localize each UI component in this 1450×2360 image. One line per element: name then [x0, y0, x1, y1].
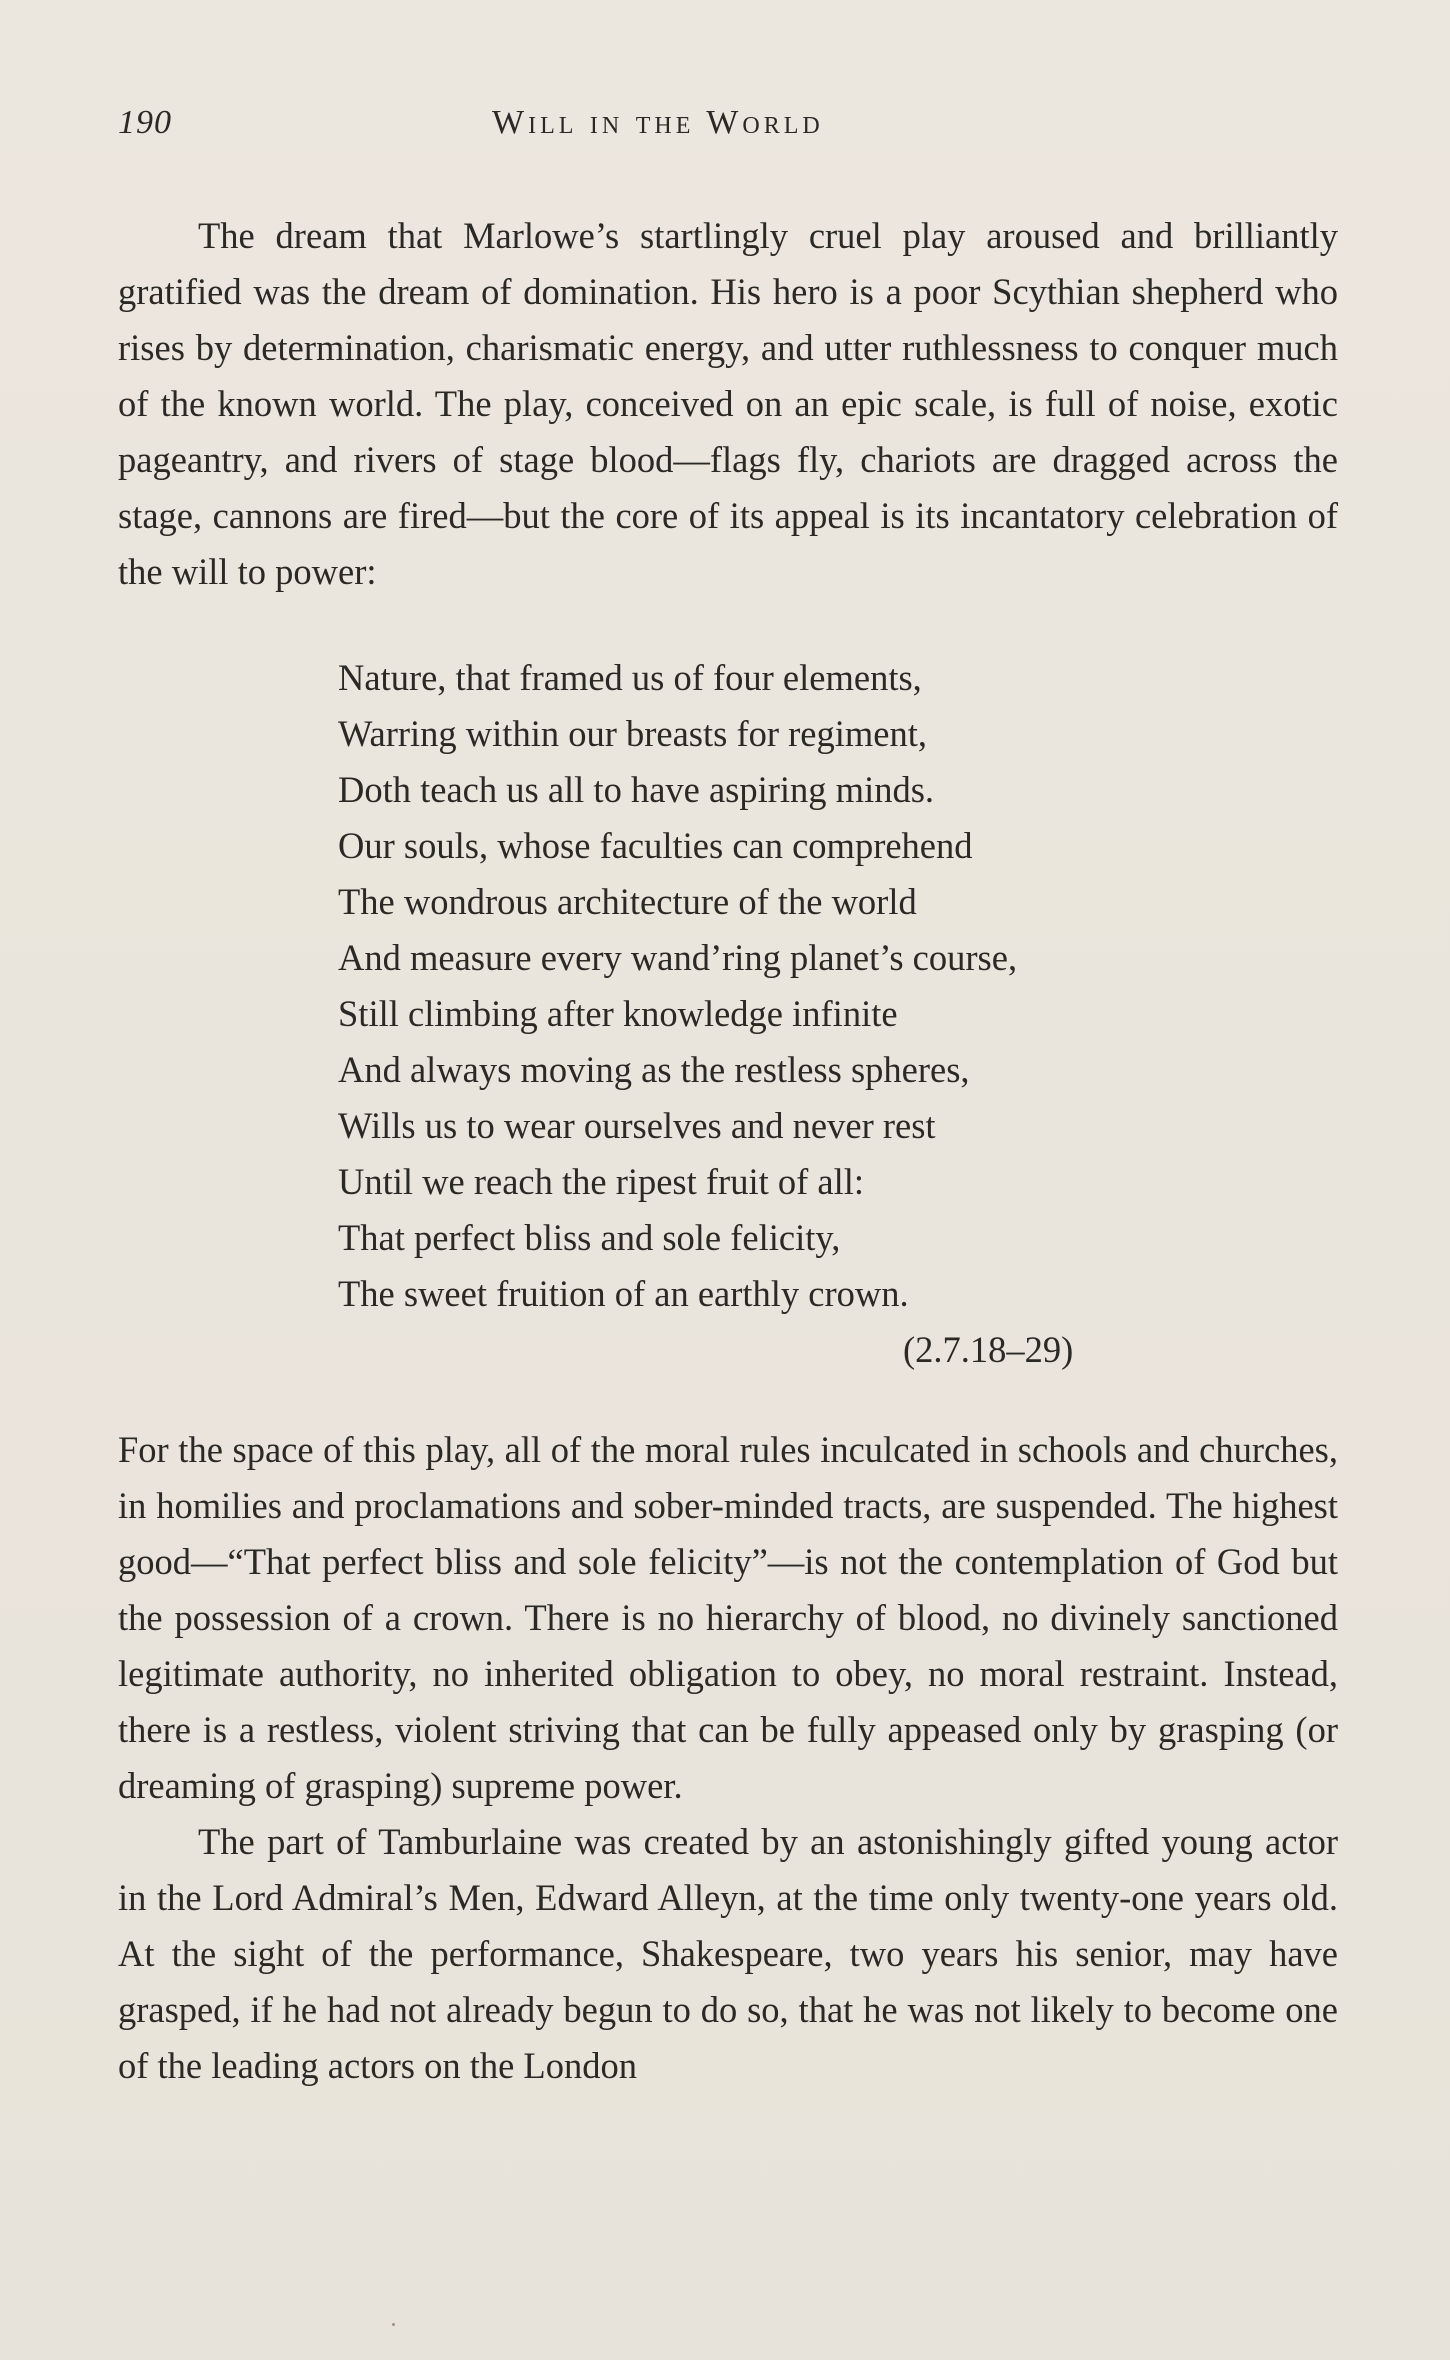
verse-line: Still climbing after knowledge infinite — [338, 993, 898, 1034]
verse-citation: (2.7.18–29) — [903, 1329, 1074, 1370]
verse-line: Doth teach us all to have aspiring minds. — [338, 769, 935, 810]
verse-line: Wills us to wear ourselves and never rest — [338, 1105, 936, 1146]
verse-line: That perfect bliss and sole felicity, — [338, 1217, 841, 1258]
paragraph-intro: The dream that Marlowe’s startlingly cruel play aroused and brilliantly gratified was the dream of domination. His hero is a poor Scythian shepherd who rises by determination, charismatic energy, and utter ruthlessness to conquer much of the known world. The play, conceived on an epic scale, is full of noise, exotic pageantry, and rivers of stage blood—flags fly, chariots are dragged across the stage, cannons are fired—but the core of its appeal is its incantatory celebration of the will to power: — [118, 215, 1338, 592]
page-speck — [392, 2323, 395, 2326]
body-text — [118, 208, 1338, 2094]
verse-line: The wondrous architecture of the world — [338, 881, 917, 922]
verse-quotation — [338, 650, 1238, 1378]
paragraph-continuation: For the space of this play, all of the moral rules inculcated in schools and churches, in homilies and proclamations and sober-minded tracts, are suspended. The highest good—“That perfect bliss and sole felicity”—is not the contemplation of God but the possession of a crown. There is no hierarchy of blood, no divinely sanctioned legitimate authority, no inherited obligation to obey, no moral restraint. Instead, there is a restless, violent striving that can be fully appeased only by grasping (or dreaming of grasping) supreme power. — [118, 1429, 1338, 1806]
verse-line: And measure every wand’ring planet’s course, — [338, 937, 1018, 978]
book-title: Will in the World — [492, 104, 824, 141]
verse-line: Warring within our breasts for regiment, — [338, 713, 928, 754]
verse-line: Our souls, whose faculties can comprehend — [338, 825, 973, 866]
paragraph-tamburlaine: The part of Tamburlaine was created by an astonishingly gifted young actor in the Lord Admiral’s Men, Edward Alleyn, at the time only twenty-one years old. At the sight of the performance, Shakespeare, two years his senior, may have grasped, if he had not already begun to do so, that he was not likely to become one of the leading actors on the London — [118, 1821, 1338, 2086]
page-number: 190 — [118, 104, 172, 141]
verse-line: Nature, that framed us of four elements, — [338, 657, 922, 698]
verse-line: And always moving as the restless spheres, — [338, 1049, 970, 1090]
verse-line: The sweet fruition of an earthly crown. — [338, 1273, 909, 1314]
verse-line: Until we reach the ripest fruit of all: — [338, 1161, 865, 1202]
running-head — [118, 104, 1338, 148]
